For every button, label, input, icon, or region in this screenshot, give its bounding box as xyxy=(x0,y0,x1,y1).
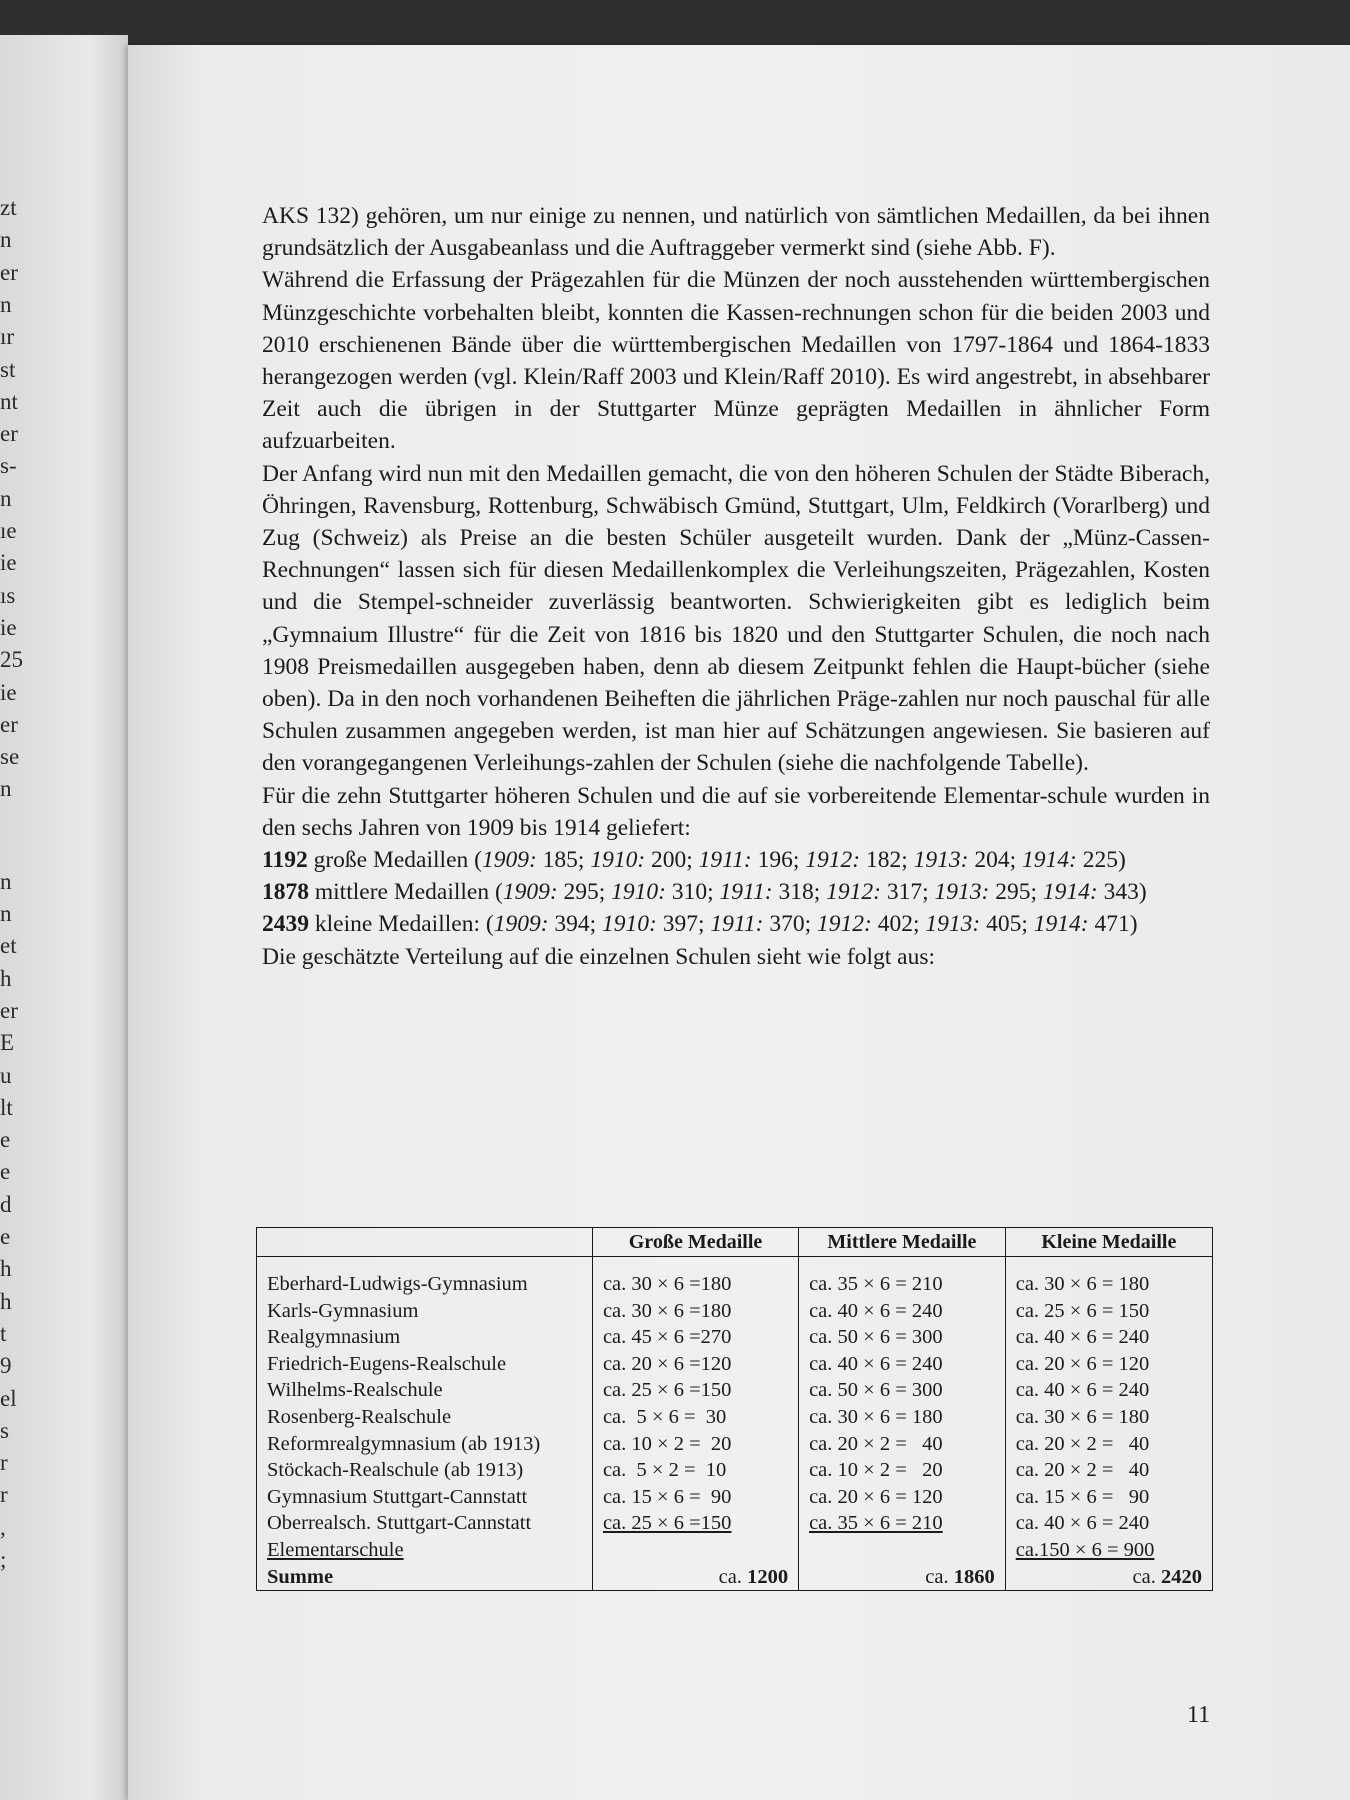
medal-distribution-table xyxy=(256,1227,1213,1591)
left-page-fragment: et xyxy=(0,933,17,959)
mittel-value: ca. 20 × 2 = 40 xyxy=(799,1431,1006,1458)
school-name: Oberrealsch. Stuttgart-Cannstatt xyxy=(257,1510,593,1537)
left-page-fragment: lt xyxy=(0,1094,13,1120)
left-page-fragment: E xyxy=(0,1030,15,1056)
stat-year: 1913: xyxy=(934,879,990,906)
table-row xyxy=(257,1537,1213,1564)
stat-year: 1914: xyxy=(1042,879,1098,906)
left-page-fragment: er xyxy=(0,421,18,447)
gross-value: ca. 25 × 6 =150 xyxy=(592,1510,798,1537)
school-name: Karls-Gymnasium xyxy=(257,1298,593,1325)
mittel-value: ca. 30 × 6 = 180 xyxy=(799,1404,1006,1431)
klein-value: ca. 30 × 6 = 180 xyxy=(1005,1404,1212,1431)
school-name: Friedrich-Eugens-Realschule xyxy=(257,1351,593,1378)
gross-value: ca. 25 × 6 =150 xyxy=(592,1377,798,1404)
stat-year: 1911: xyxy=(698,847,752,874)
table-row xyxy=(257,1324,1213,1351)
table-row xyxy=(257,1510,1213,1537)
table-body xyxy=(257,1257,1213,1591)
school-name: Wilhelms-Realschule xyxy=(257,1377,593,1404)
left-page-fragment: s xyxy=(0,1417,9,1443)
left-page-fragment: n xyxy=(0,868,12,894)
left-page-fragment: n xyxy=(0,901,12,926)
gross-value: ca. 30 × 6 =180 xyxy=(592,1271,798,1298)
gross-value: ca. 45 × 6 =270 xyxy=(592,1324,798,1351)
header-klein: Kleine Medaille xyxy=(1005,1228,1212,1257)
left-page-fragment: t xyxy=(0,1320,7,1346)
school-name: Stöckach-Realschule (ab 1913) xyxy=(257,1457,593,1484)
left-page-fragment: ie xyxy=(0,550,17,576)
left-page-fragment: 9 xyxy=(0,1353,12,1379)
stat-year: 1913: xyxy=(913,847,969,874)
stat-year: 1909: xyxy=(493,911,549,938)
stat-year: 1911: xyxy=(719,879,773,906)
left-page-fragment: er xyxy=(0,711,18,737)
stat-year: 1914: xyxy=(1022,847,1077,874)
left-page-fragment: se xyxy=(0,744,20,770)
table-spacer xyxy=(257,1257,1213,1272)
stat-total: 1192 xyxy=(262,847,308,874)
left-page-fragment: e xyxy=(0,1159,11,1185)
sum-label: Summe xyxy=(257,1564,593,1591)
page-number: 11 xyxy=(1187,1702,1211,1728)
stat-year: 1910: xyxy=(590,847,646,874)
left-page xyxy=(0,35,128,1800)
left-page-fragment: ıs xyxy=(0,582,16,608)
school-name: Gymnasium Stuttgart-Cannstatt xyxy=(257,1484,593,1511)
klein-value: ca. 40 × 6 = 240 xyxy=(1005,1510,1212,1537)
sum-klein: ca. 2420 xyxy=(1005,1564,1212,1591)
left-page-fragment: , xyxy=(0,1514,6,1540)
school-name: Reformrealgymnasium (ab 1913) xyxy=(257,1431,593,1458)
table-row xyxy=(257,1431,1213,1458)
klein-value: ca. 20 × 2 = 40 xyxy=(1005,1457,1212,1484)
left-page-fragment: zt xyxy=(0,195,17,220)
left-page-fragment: r xyxy=(0,1482,8,1508)
sum-gross: ca. 1200 xyxy=(592,1564,798,1591)
stat-year: 1909: xyxy=(481,847,537,874)
stat-year: 1912: xyxy=(817,911,872,938)
gross-value: ca. 10 × 2 = 20 xyxy=(592,1431,798,1458)
mittel-value: ca. 35 × 6 = 210 xyxy=(799,1510,1006,1537)
table-row xyxy=(257,1351,1213,1378)
klein-value: ca. 20 × 2 = 40 xyxy=(1005,1431,1212,1458)
left-page-fragment: ie xyxy=(0,614,17,640)
stat-year: 1909: xyxy=(502,879,558,906)
stat-year: 1912: xyxy=(826,879,881,906)
table-row xyxy=(257,1457,1213,1484)
gross-value: ca. 20 × 6 =120 xyxy=(592,1351,798,1378)
mittel-value: ca. 35 × 6 = 210 xyxy=(799,1271,1006,1298)
school-name: Rosenberg-Realschule xyxy=(257,1404,593,1431)
left-page-fragment: e xyxy=(0,1224,11,1249)
stat-year: 1913: xyxy=(925,911,981,938)
mittel-value: ca. 40 × 6 = 240 xyxy=(799,1298,1006,1325)
table-row xyxy=(257,1377,1213,1404)
gross-value: ca. 5 × 6 = 30 xyxy=(592,1404,798,1431)
mittel-value: ca. 50 × 6 = 300 xyxy=(799,1377,1006,1404)
paragraph-2: Während die Erfassung der Prägezahlen für die Münzen der noch ausstehenden württembergischen Münzgeschichte vorbehalten bleibt, konnten die Kassen-rechnungen schon für die beiden 2003 und 2010 erschienenen Bände über die württembergischen Medaillen von 1797-1864 und 1864-1833 herangezogen werden (vgl. Klein/Raff 2003 und Klein/Raff 2010). Es wird angestrebt, in absehbarer Zeit auch die übrigen in der Stuttgarter Münze geprägten Medaillen in ähnlicher Form aufzuarbeiten. xyxy=(262,267,1210,455)
left-page-fragment: e xyxy=(0,1127,11,1153)
stat-total: 1878 xyxy=(262,879,309,906)
paragraph-4: Für die zehn Stuttgarter höheren Schulen und die auf sie vorbereitende Elementar-schule wurden in den sechs Jahren von 1909 bis 1914 geliefert: xyxy=(262,782,1210,841)
klein-value: ca. 40 × 6 = 240 xyxy=(1005,1377,1212,1404)
header-gross: Große Medaille xyxy=(592,1228,798,1257)
gross-value: ca. 30 × 6 =180 xyxy=(592,1298,798,1325)
left-page-fragment: u xyxy=(0,1062,12,1088)
left-page-fragment: n xyxy=(0,776,12,802)
school-name: Eberhard-Ludwigs-Gymnasium xyxy=(257,1271,593,1298)
left-page-fragment: ıe xyxy=(0,518,17,543)
klein-value: ca. 25 × 6 = 150 xyxy=(1005,1298,1212,1325)
stat-year: 1911: xyxy=(710,911,764,938)
gross-value xyxy=(592,1537,798,1564)
stat-year: 1910: xyxy=(611,879,666,906)
left-page-fragment: d xyxy=(0,1191,12,1217)
klein-value: ca. 15 × 6 = 90 xyxy=(1005,1484,1212,1511)
stat-line: 1878 mittlere Medaillen (1909: 295; 1910: 310; 1911: 318; 1912: 317; 1913: 295; 1914: 343) xyxy=(262,879,1147,906)
sum-row xyxy=(257,1564,1213,1591)
school-name: Realgymnasium xyxy=(257,1324,593,1351)
sum-mittel: ca. 1860 xyxy=(799,1564,1006,1591)
stat-line: 1192 große Medaillen (1909: 185; 1910: 200; 1911: 196; 1912: 182; 1913: 204; 1914: 225) xyxy=(262,847,1126,874)
mittel-value: ca. 20 × 6 = 120 xyxy=(799,1484,1006,1511)
klein-value: ca. 20 × 6 = 120 xyxy=(1005,1351,1212,1378)
stat-line: 2439 kleine Medaillen: (1909: 394; 1910: 397; 1911: 370; 1912: 402; 1913: 405; 1914: 471) xyxy=(262,911,1138,938)
medal-statistics xyxy=(262,844,1210,941)
header-mittel: Mittlere Medaille xyxy=(799,1228,1006,1257)
left-page-fragment: ır xyxy=(0,324,15,350)
stat-year: 1912: xyxy=(805,847,861,874)
table-row xyxy=(257,1298,1213,1325)
left-page-fragment: nt xyxy=(0,388,18,414)
klein-value: ca.150 × 6 = 900 xyxy=(1005,1537,1212,1564)
left-page-fragment: ie xyxy=(0,679,17,705)
stat-total: 2439 xyxy=(262,911,309,938)
mittel-value: ca. 10 × 2 = 20 xyxy=(799,1457,1006,1484)
body-text xyxy=(262,200,1210,973)
gross-value: ca. 5 × 2 = 10 xyxy=(592,1457,798,1484)
gross-value: ca. 15 × 6 = 90 xyxy=(592,1484,798,1511)
left-page-fragment: s- xyxy=(0,453,17,479)
left-page-fragment: er xyxy=(0,259,18,285)
left-page-fragment: h xyxy=(0,1256,12,1282)
paragraph-1: AKS 132) gehören, um nur einige zu nennen, und natürlich von sämtlichen Medaillen, da bei ihnen grundsätzlich der Ausgabeanlass und die Auftraggeber vermerkt sind (siehe Abb. F). xyxy=(262,203,1210,262)
left-page-fragment: r xyxy=(0,1450,8,1476)
left-page-fragment: n xyxy=(0,485,12,511)
left-page-fragment: er xyxy=(0,997,18,1023)
table-row xyxy=(257,1404,1213,1431)
stat-year: 1910: xyxy=(602,911,657,938)
table-row xyxy=(257,1484,1213,1511)
left-page-fragment: el xyxy=(0,1385,17,1411)
paragraph-3: Der Anfang wird nun mit den Medaillen gemacht, die von den höheren Schulen der Städte Biberach, Öhringen, Ravensburg, Rottenburg, Schwäbisch Gmünd, Stuttgart, Ulm, Feldkirch (Vorarlberg) und Zug (Schweiz) als Preise an die besten Schüler ausgeteilt wurden. Dank der „Münz-Cassen-Rechnungen“ lassen sich für diesen Medaillenkomplex die Verleihungszeiten, Prägezahlen, Kosten und die Stempel-schneider zuverlässig beantworten. Schwierigkeiten gibt es lediglich beim „Gymnaium Illustre“ für die Zeit von 1816 bis 1820 und den Stuttgarter Schulen, die noch nach 1908 Preismedaillen ausgegeben haben, denn ab diesem Zeitpunkt fehlen die Haupt-bücher (siehe oben). Da in den noch vorhandenen Beiheften die jährlichen Präge-zahlen nur noch pauschal für alle Schulen zusammen angegeben werden, ist man hier auf Schätzungen angewiesen. Sie basieren auf den vorangegangenen Verleihungs-zahlen der Schulen (siehe die nachfolgende Tabelle). xyxy=(262,460,1210,777)
left-page-fragment: n xyxy=(0,291,12,317)
left-page-fragment: ; xyxy=(0,1547,7,1572)
paragraph-table-intro: Die geschätzte Verteilung auf die einzelnen Schulen sieht wie folgt aus: xyxy=(262,943,936,970)
table-row xyxy=(257,1271,1213,1298)
mittel-value: ca. 40 × 6 = 240 xyxy=(799,1351,1006,1378)
klein-value: ca. 40 × 6 = 240 xyxy=(1005,1324,1212,1351)
klein-value: ca. 30 × 6 = 180 xyxy=(1005,1271,1212,1298)
left-page-fragment: n xyxy=(0,227,12,253)
left-page-fragment: h xyxy=(0,965,12,991)
left-page-fragment: 25 xyxy=(0,647,23,673)
mittel-value: ca. 50 × 6 = 300 xyxy=(799,1324,1006,1351)
school-name: Elementarschule xyxy=(257,1537,593,1564)
table-header-row xyxy=(257,1228,1213,1257)
stat-year: 1914: xyxy=(1033,911,1089,938)
left-page-fragment: h xyxy=(0,1288,12,1314)
left-page-fragment: st xyxy=(0,356,16,382)
header-school xyxy=(257,1228,593,1257)
mittel-value xyxy=(799,1537,1006,1564)
